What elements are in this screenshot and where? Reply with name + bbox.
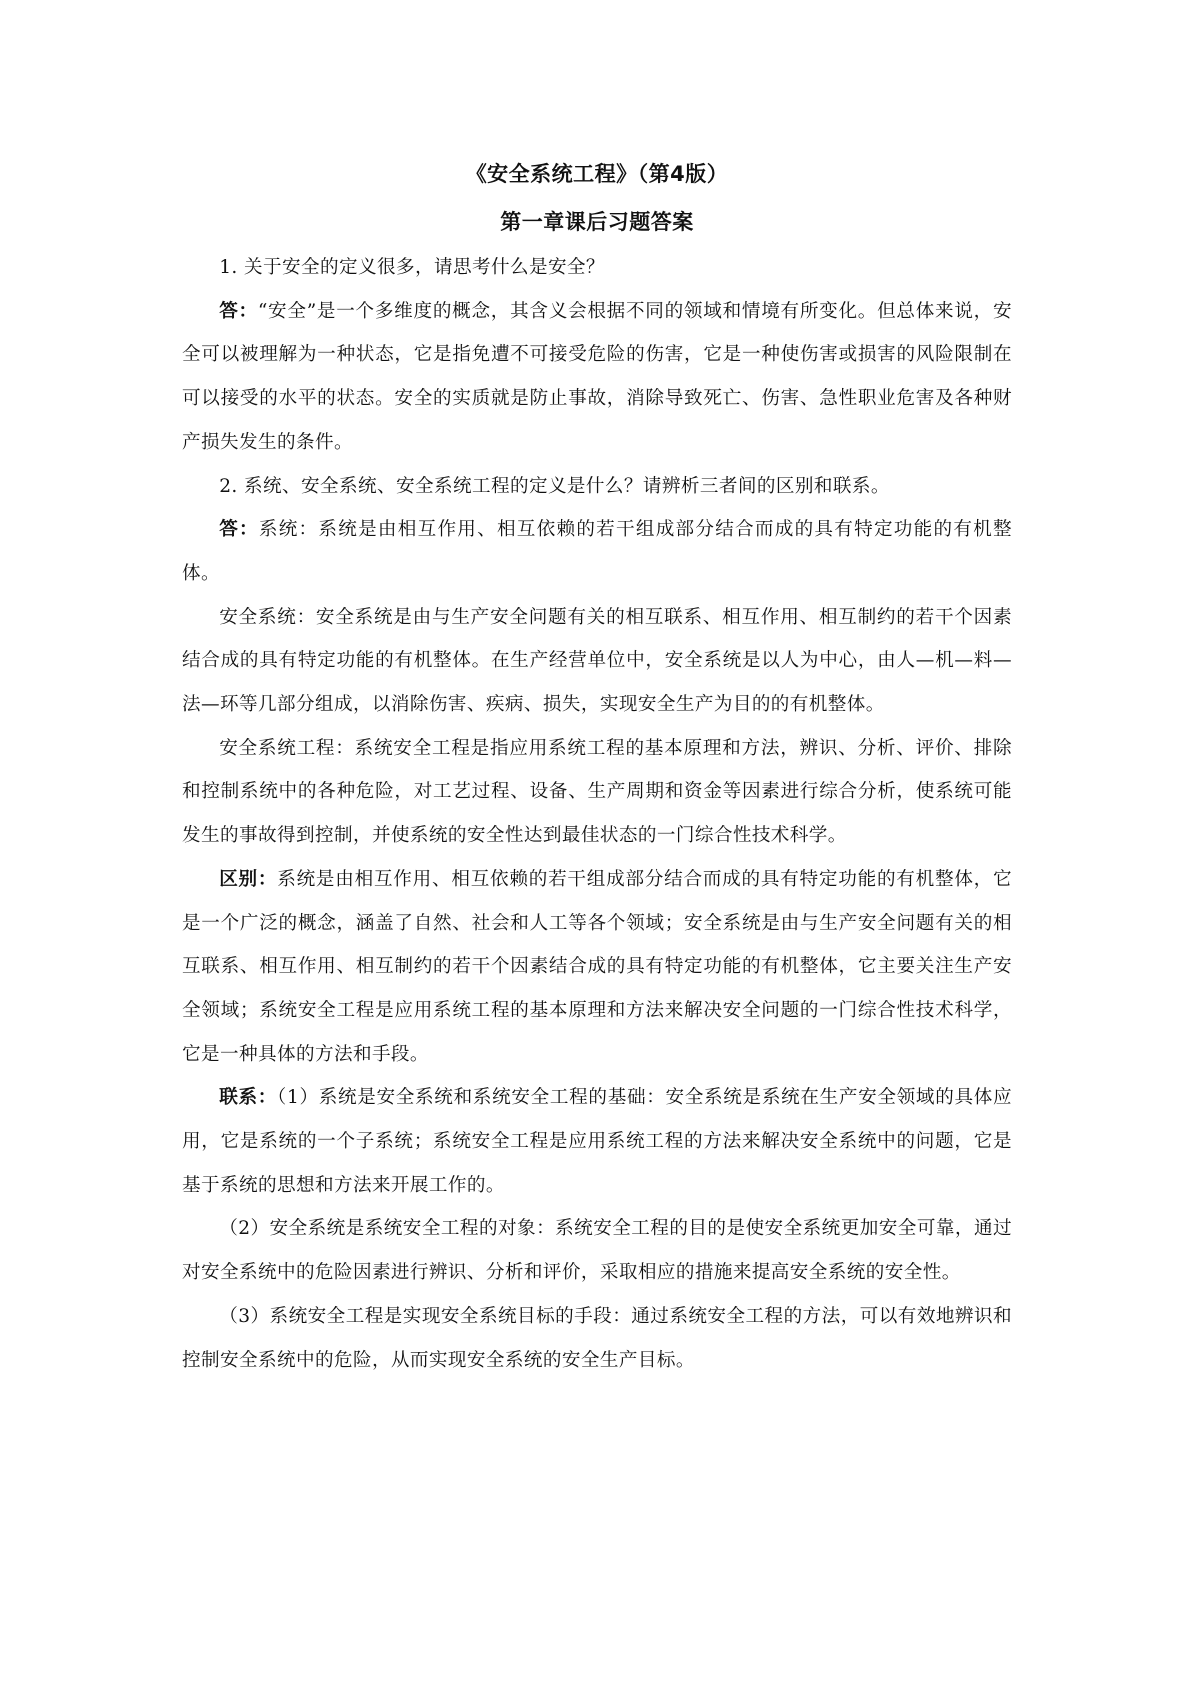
question-1: 1. 关于安全的定义很多，请思考什么是安全？ [219, 257, 605, 278]
answer-2-system [182, 508, 1012, 595]
difference-label: 区别： [219, 868, 278, 890]
answer-label: 答： [219, 519, 259, 541]
relation-1-text: （1）系统是安全系统和系统安全工程的基础：安全系统是系统在生产安全领域的具体应用，它是系统的一个子系统；系统安全工程是应用系统工程的方法来解决安全系统中的问题，它是基于系统的思想和方法来开展工作的。 [182, 1087, 1012, 1196]
answer-label: 答： [219, 300, 258, 322]
relation-label: 联系： [219, 1087, 277, 1109]
safety-system-definition: 安全系统：安全系统是由与生产安全问题有关的相互联系、相互作用、相互制约的若干个因素结合成的具有特定功能的有机整体。在生产经营单位中，安全系统是以人为中心，由人—机—料—法—环等几部分组成，以消除伤害、疾病、损失，实现安全生产为目的的有机整体。 [182, 606, 1012, 716]
relation-paragraph-3: （3）系统安全工程是实现安全系统目标的手段：通过系统安全工程的方法，可以有效地辨识和控制安全系统中的危险，从而实现安全系统的安全生产目标。 [182, 1305, 1012, 1371]
relation-paragraph-1 [182, 1076, 1012, 1207]
answer-1 [182, 290, 1012, 465]
difference-paragraph [182, 858, 1012, 1077]
relation-paragraph-2: （2）安全系统是系统安全工程的对象：系统安全工程的目的是使安全系统更加安全可靠，通过对安全系统中的危险因素进行辨识、分析和评价，采取相应的措施来提高安全系统的安全性。 [182, 1218, 1012, 1284]
system-definition: 系统：系统是由相互作用、相互依赖的若干组成部分结合而成的具有特定功能的有机整体。 [182, 519, 1012, 584]
document-title: 《安全系统工程》（第4版） [465, 162, 729, 186]
answer-1-text: “安全”是一个多维度的概念，其含义会根据不同的领域和情境有所变化。但总体来说，安全可以被理解为一种状态，它是指免遭不可接受危险的伤害，它是一种使伤害或损害的风险限制在可以接受的水平的状态。安全的实质就是防止事故，消除导致死亡、伤害、急性职业危害及各种财产损失发生的条件。 [182, 300, 1012, 453]
question-2: 2. 系统、安全系统、安全系统工程的定义是什么？请辨析三者间的区别和联系。 [219, 475, 890, 497]
safety-system-engineering-definition: 安全系统工程：系统安全工程是指应用系统工程的基本原理和方法，辨识、分析、评价、排除和控制系统中的各种危险，对工艺过程、设备、生产周期和资金等因素进行综合分析，使系统可能发生的事故得到控制，并使系统的安全性达到最佳状态的一门综合性技术科学。 [182, 737, 1012, 847]
document-body [182, 150, 1012, 1382]
difference-text: 系统是由相互作用、相互依赖的若干组成部分结合而成的具有特定功能的有机整体，它是一个广泛的概念，涵盖了自然、社会和人工等各个领域；安全系统是由与生产安全问题有关的相互联系、相互作用、相互制约的若干个因素结合成的具有特定功能的有机整体，它主要关注生产安全领域；系统安全工程是应用系统工程的基本原理和方法来解决安全问题的一门综合性技术科学，它是一种具体的方法和手段。 [182, 868, 1013, 1065]
chapter-title: 第一章课后习题答案 [500, 210, 694, 234]
